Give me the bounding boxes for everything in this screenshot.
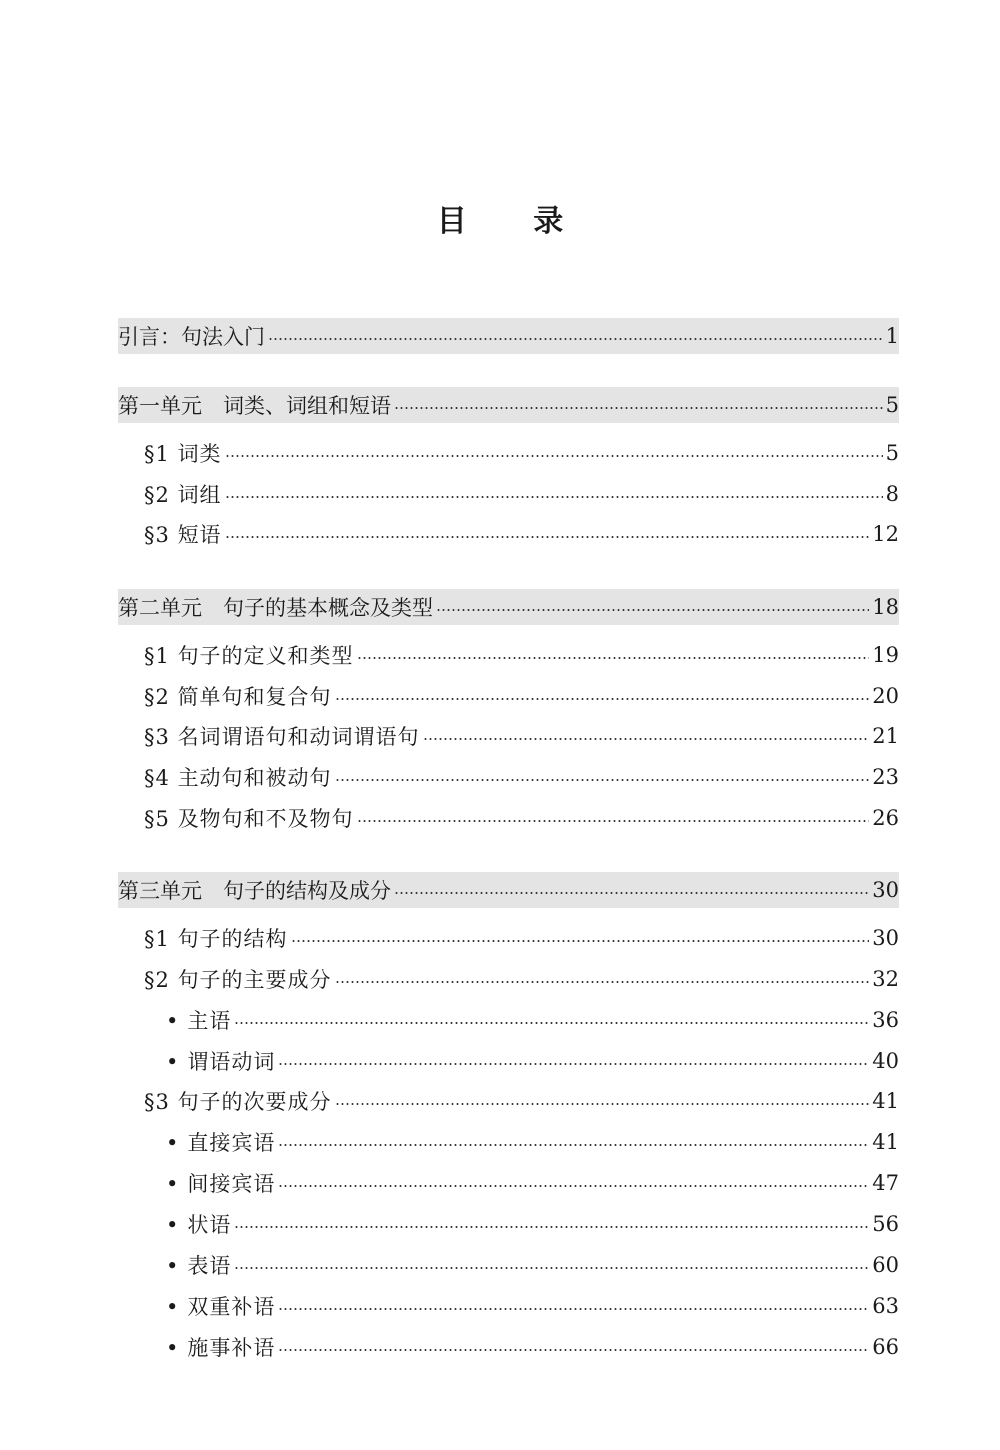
dot-leader [234, 1022, 869, 1024]
toc-page-number: 32 [872, 967, 899, 991]
toc-entry-label: 第二单元 句子的基本概念及类型 [118, 596, 433, 620]
toc-subitem-entry[interactable] [118, 1247, 899, 1283]
toc-page-number: 1 [885, 324, 899, 348]
dot-leader [394, 892, 869, 894]
toc-subitem-entry[interactable] [118, 1124, 899, 1160]
toc-page-number: 41 [872, 1130, 899, 1154]
dot-leader [357, 820, 870, 822]
toc-section-entry[interactable] [118, 718, 899, 754]
toc-section-entry[interactable] [118, 1083, 899, 1119]
toc-subitem-entry[interactable] [118, 1206, 899, 1242]
toc-unit-1-entry[interactable] [118, 387, 899, 423]
toc-entry-label: • 谓语动词 [166, 1050, 276, 1074]
toc-page-number: 30 [872, 878, 899, 902]
bullet-icon: • [166, 1336, 180, 1360]
dot-leader [278, 1308, 869, 1310]
toc-entry-label: 第一单元 词类、词组和短语 [118, 394, 391, 418]
toc-page-number: 23 [872, 765, 899, 789]
bullet-icon: • [166, 1131, 180, 1155]
dot-leader [335, 698, 870, 700]
dot-leader [225, 496, 883, 498]
toc-unit-2-entry[interactable] [118, 589, 899, 625]
toc-entry-label: • 间接宾语 [166, 1172, 276, 1196]
toc-entry-label: • 表语 [166, 1254, 232, 1278]
toc-page-number: 41 [872, 1089, 899, 1113]
toc-entry-label: §3 短语 [144, 523, 222, 547]
toc-entry-label: • 双重补语 [166, 1295, 276, 1319]
toc-page-number: 21 [872, 724, 899, 748]
toc-page-number: 8 [885, 482, 899, 506]
toc-entry-label: • 状语 [166, 1213, 232, 1237]
bullet-icon: • [166, 1172, 180, 1196]
toc-page-number: 12 [872, 522, 899, 546]
dot-leader [225, 536, 870, 538]
dot-leader [423, 738, 870, 740]
toc-entry-label: 第三单元 句子的结构及成分 [118, 879, 391, 903]
dot-leader [335, 1103, 870, 1105]
toc-page-number: 30 [872, 926, 899, 950]
dot-leader [268, 338, 883, 340]
toc-entry-label: §4 主动句和被动句 [144, 766, 332, 790]
toc-page-number: 40 [872, 1049, 899, 1073]
bullet-icon: • [166, 1295, 180, 1319]
toc-unit-3-entry[interactable] [118, 872, 899, 908]
toc-page-number: 5 [885, 441, 899, 465]
dot-leader [335, 981, 870, 983]
toc-section-entry[interactable] [118, 435, 899, 471]
toc-entry-label: • 主语 [166, 1009, 232, 1033]
toc-page-number: 18 [872, 595, 899, 619]
bullet-icon: • [166, 1213, 180, 1237]
dot-leader [278, 1349, 869, 1351]
page-title: 目 录 [436, 204, 592, 239]
toc-page-number: 5 [885, 393, 899, 417]
toc-entry-label: §1 句子的结构 [144, 927, 288, 951]
dot-leader [357, 657, 870, 659]
toc-section-entry[interactable] [118, 678, 899, 714]
toc-section-entry[interactable] [118, 516, 899, 552]
bullet-icon: • [166, 1009, 180, 1033]
toc-page-number: 26 [872, 806, 899, 830]
toc-subitem-entry[interactable] [118, 1288, 899, 1324]
toc-page-number: 36 [872, 1008, 899, 1032]
toc-page-number: 60 [872, 1253, 899, 1277]
toc-section-entry[interactable] [118, 759, 899, 795]
toc-page-number: 47 [872, 1171, 899, 1195]
dot-leader [291, 940, 870, 942]
toc-section-entry[interactable] [118, 800, 899, 836]
dot-leader [335, 779, 870, 781]
toc-subitem-entry[interactable] [118, 1043, 899, 1079]
dot-leader [278, 1144, 869, 1146]
toc-section-entry[interactable] [118, 920, 899, 956]
toc-entry-label: • 施事补语 [166, 1336, 276, 1360]
bullet-icon: • [166, 1050, 180, 1074]
toc-intro-entry[interactable] [118, 318, 899, 354]
dot-leader [278, 1063, 869, 1065]
dot-leader [225, 455, 883, 457]
dot-leader [234, 1267, 869, 1269]
toc-section-entry[interactable] [118, 476, 899, 512]
toc-entry-label: • 直接宾语 [166, 1131, 276, 1155]
toc-entry-label: §2 句子的主要成分 [144, 968, 332, 992]
toc-subitem-entry[interactable] [118, 1002, 899, 1038]
dot-leader [234, 1226, 869, 1228]
dot-leader [436, 609, 869, 611]
toc-entry-label: 引言：句法入门 [118, 325, 265, 349]
dot-leader [278, 1185, 869, 1187]
toc-section-entry[interactable] [118, 637, 899, 673]
bullet-icon: • [166, 1254, 180, 1278]
toc-page-number: 20 [872, 684, 899, 708]
toc-subitem-entry[interactable] [118, 1329, 899, 1365]
toc-entry-label: §5 及物句和不及物句 [144, 807, 354, 831]
toc-entry-label: §1 句子的定义和类型 [144, 644, 354, 668]
toc-entry-label: §2 词组 [144, 483, 222, 507]
toc-entry-label: §3 名词谓语句和动词谓语句 [144, 725, 420, 749]
toc-entry-label: §2 简单句和复合句 [144, 685, 332, 709]
toc-entry-label: §1 词类 [144, 442, 222, 466]
toc-entry-label: §3 句子的次要成分 [144, 1090, 332, 1114]
toc-page-number: 56 [872, 1212, 899, 1236]
toc-page-number: 19 [872, 643, 899, 667]
toc-page-number: 63 [872, 1294, 899, 1318]
toc-subitem-entry[interactable] [118, 1165, 899, 1201]
toc-page-number: 66 [872, 1335, 899, 1359]
dot-leader [394, 407, 883, 409]
toc-section-entry[interactable] [118, 961, 899, 997]
